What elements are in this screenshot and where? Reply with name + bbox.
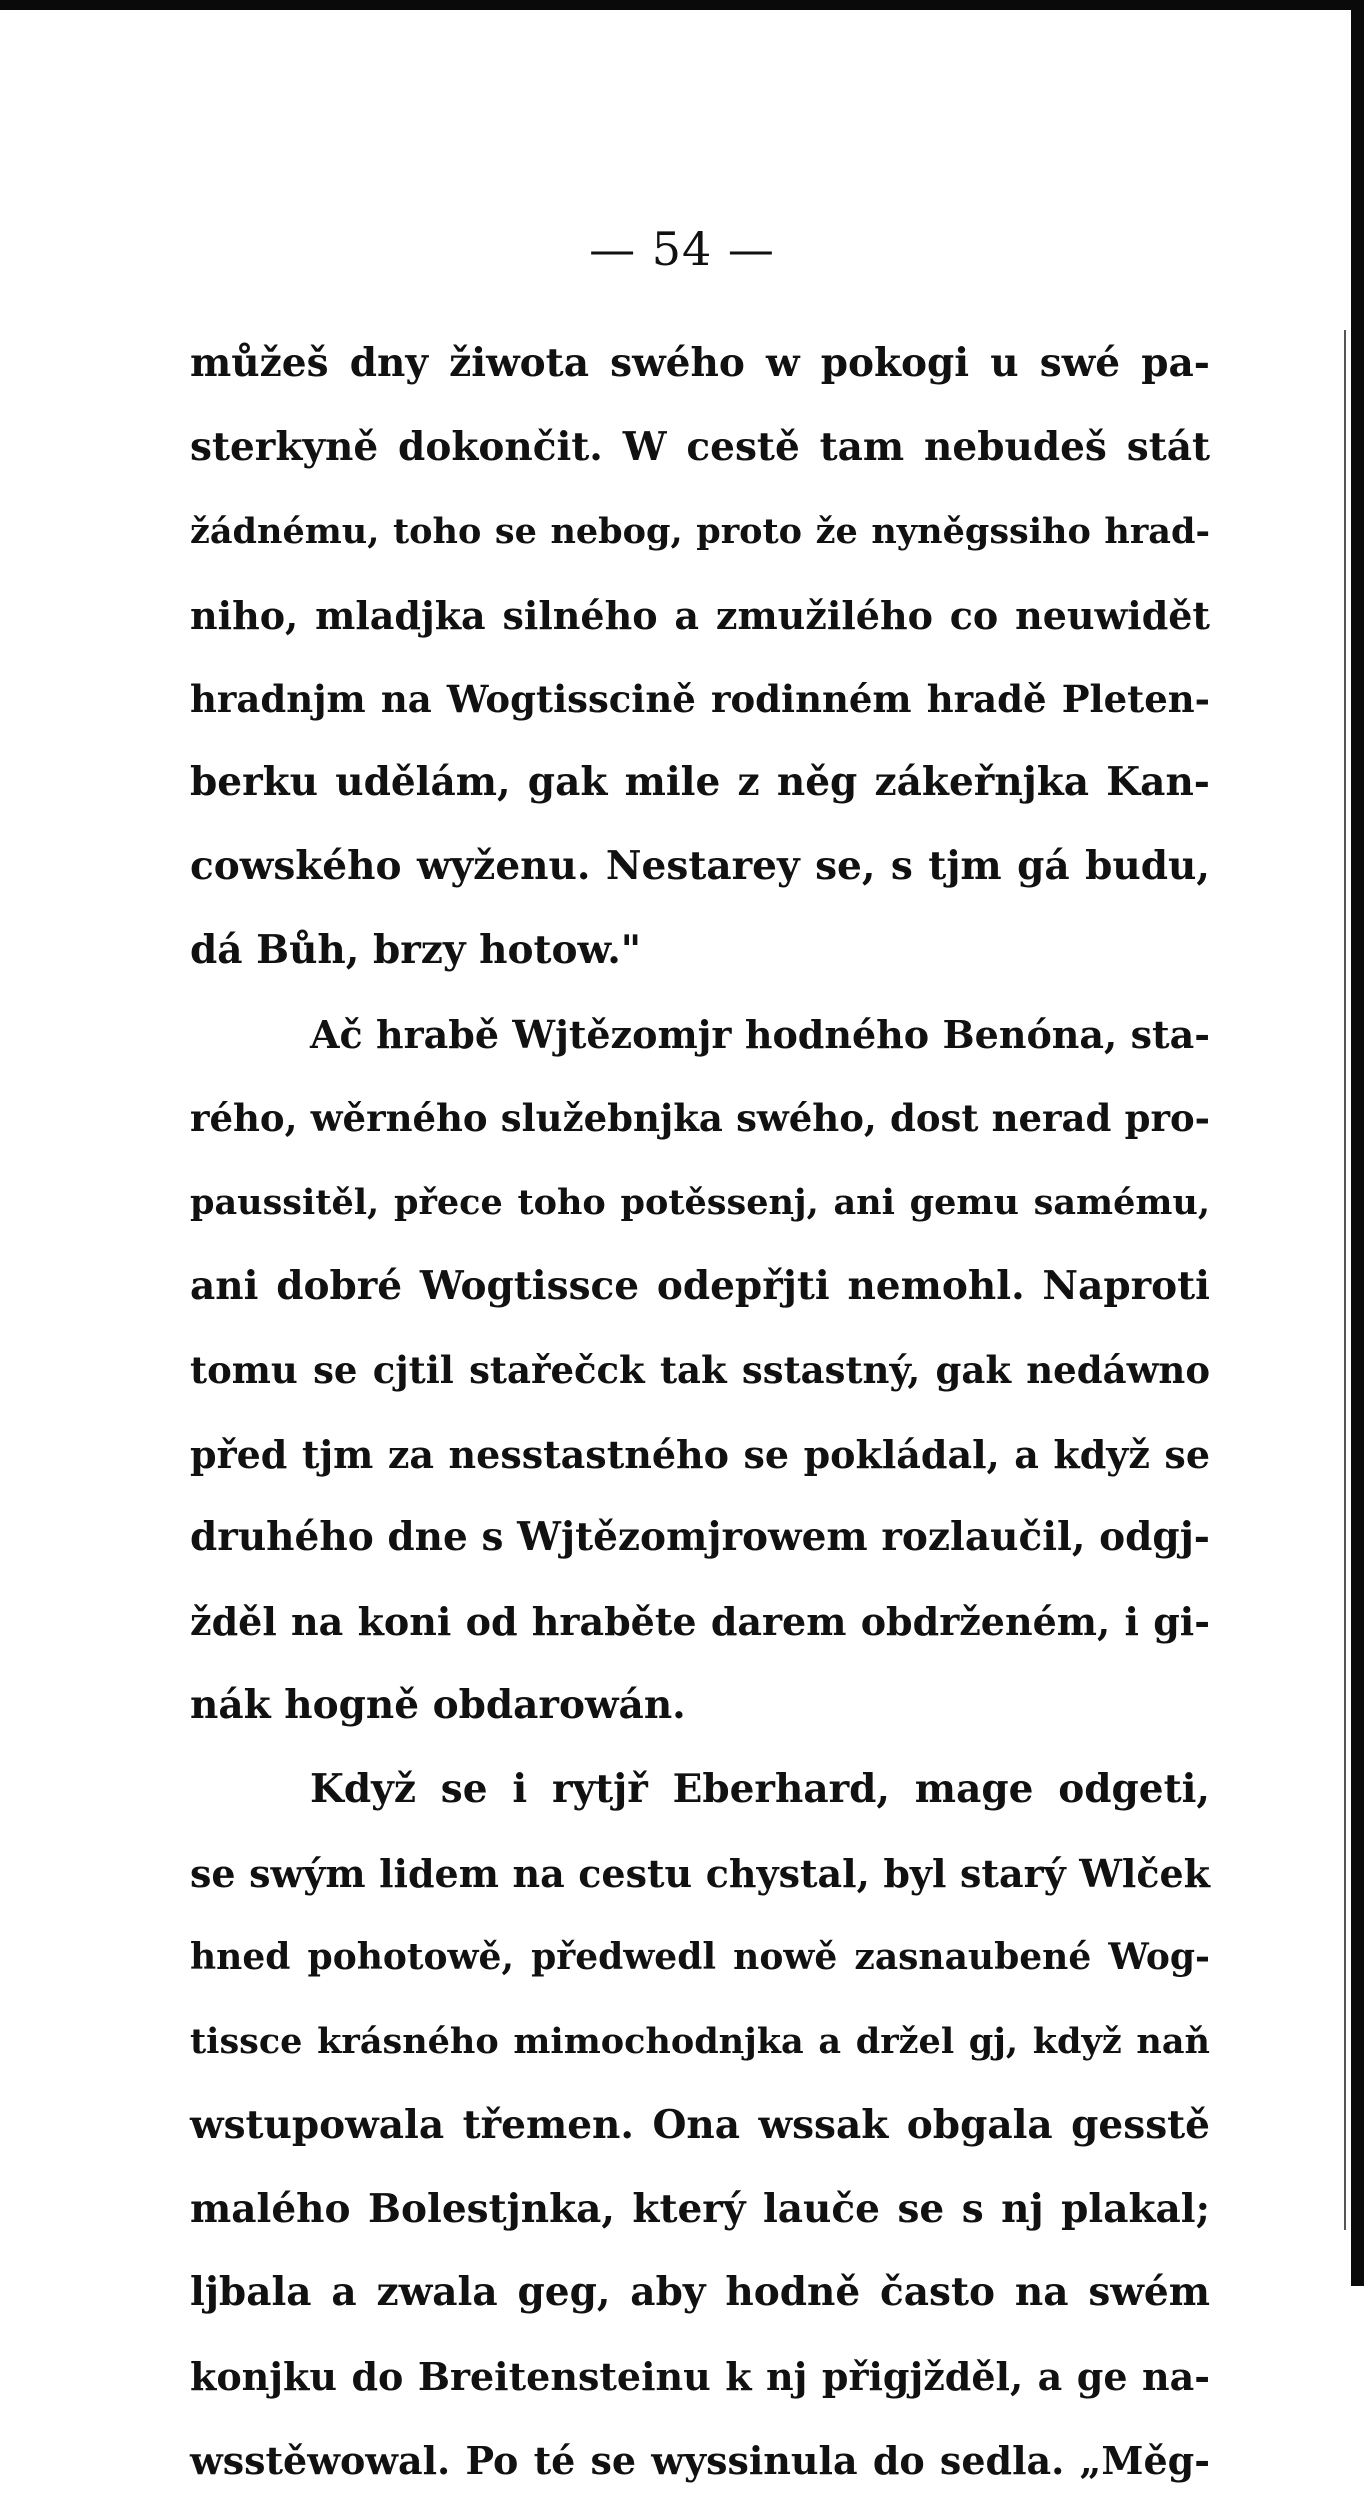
text-line: Když se i rytjř Eberhard, mage odgeti, bbox=[310, 1766, 1210, 1813]
text-line: se swým lidem na cestu chystal, byl starý Wlček bbox=[190, 1851, 1210, 1897]
text-line: ljbala a zwala geg, aby hodně často na swém bbox=[190, 2269, 1210, 2316]
text-line: hned pohotowě, předwedl nowě zasnaubené Wog- bbox=[190, 1935, 1210, 1978]
text-line: nák hogně obdarowán. bbox=[190, 1682, 686, 1729]
text-line: paussitěl, přece toho potěssenj, ani gemu samému, bbox=[190, 1181, 1210, 1223]
text-line: ani dobré Wogtissce odepřjti nemohl. Naproti bbox=[190, 1262, 1210, 1309]
text-line: můžeš dny žiwota swého w pokogi u swé pa- bbox=[190, 340, 1210, 386]
text-line: druhého dne s Wjtězomjrowem rozlaučil, odgj- bbox=[190, 1514, 1210, 1561]
text-line: žděl na koni od hraběte darem obdrženém, i gi- bbox=[190, 1599, 1210, 1645]
text-line: Ač hrabě Wjtězomjr hodného Benóna, sta- bbox=[310, 1012, 1210, 1058]
text-line: hradnjm na Wogtisscině rodinném hradě Pleten- bbox=[190, 676, 1210, 721]
page-number: — 54 — bbox=[589, 222, 775, 276]
text-line: rého, wěrného služebnjka swého, dost nerad pro- bbox=[190, 1096, 1210, 1141]
text-line: konjku do Breitensteinu k nj přigjžděl, a ge na- bbox=[190, 2354, 1210, 2400]
text-line: sterkyně dokončit. W cestě tam nebudeš stát bbox=[190, 423, 1210, 470]
text-line: malého Bolestjnka, který lauče se s nj plakal; bbox=[190, 2185, 1210, 2232]
text-line: wsstěwowal. Po té se wyssinula do sedla. „Měg- bbox=[190, 2438, 1210, 2484]
text-line: cowského wyženu. Nestarey se, s tjm gá budu, bbox=[190, 843, 1210, 890]
text-line: wstupowala třemen. Ona wssak obgala gesstě bbox=[190, 2101, 1210, 2148]
text-line: žádnému, toho se nebog, proto že nyněgssiho hrad- bbox=[190, 510, 1210, 552]
text-line: berku udělám, gak mile z něg zákeřnjka Kan- bbox=[190, 759, 1210, 806]
text-line: dá Bůh, brzy hotow." bbox=[190, 927, 642, 974]
page-fold-line bbox=[1344, 330, 1346, 2230]
body-text bbox=[190, 322, 1210, 2503]
text-line: tissce krásného mimochodnjka a držel gj, když naň bbox=[190, 2020, 1210, 2062]
scan-border-top bbox=[0, 0, 1364, 10]
text-line: tomu se cjtil stařečck tak sstastný, gak nedáwno bbox=[190, 1347, 1210, 1392]
scan-border-right bbox=[1351, 0, 1364, 2286]
text-line: před tjm za nesstastného se pokládal, a když se bbox=[190, 1431, 1210, 1477]
text-line: niho, mladjka silného a zmužilého co neuwidět bbox=[190, 592, 1210, 638]
